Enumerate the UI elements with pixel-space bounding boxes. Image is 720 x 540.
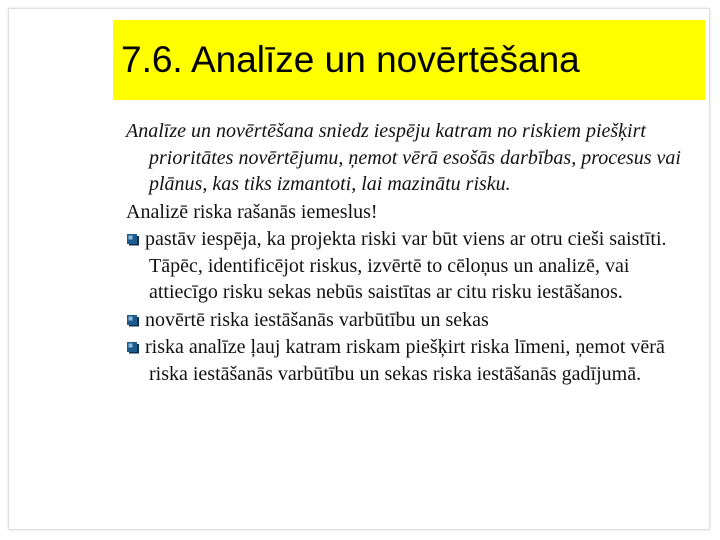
bullet-item-1 [126, 226, 691, 306]
bullet-item-2 [126, 307, 691, 334]
slide-title: 7.6. Analīze un novērtēšana [121, 39, 580, 80]
checkbox-square-icon [126, 233, 140, 246]
intro-paragraph [126, 118, 691, 198]
title-bar [113, 20, 705, 100]
bullet-text-3: riska analīze ļauj katram riskam piešķirt riska līmeni, ņemot vērā riska iestāšanās varbūtību un sekas riska iestāšanās gadījumā. [145, 336, 665, 385]
checkbox-square-icon [126, 341, 140, 354]
intro-bold-term: Analīze un novērtēšana [126, 120, 314, 142]
bullet-item-3 [126, 334, 691, 387]
intro-text: sniedz iespēju katram no riskiem piešķirt prioritātes novērtējumu, ņemot vērā esošās darbības, procesus vai plānus, kas tiks izmantoti, lai mazinātu risku. [149, 120, 681, 195]
bullet-text-1: pastāv iespēja, ka projekta riski var būt viens ar otru cieši saistīti. Tāpēc, identificējot riskus, izvērtē to cēloņus un analizē, vai attiecīgo risku sekas nebūs saistītas ar citu risku iestāšanos. [145, 228, 667, 303]
bullet-text-2: novērtē riska iestāšanās varbūtību un sekas [145, 308, 489, 331]
checkbox-square-icon [126, 314, 140, 327]
slide-body [126, 118, 691, 388]
subtitle-line: Analizē riska rašanās iemeslus! [126, 200, 378, 223]
